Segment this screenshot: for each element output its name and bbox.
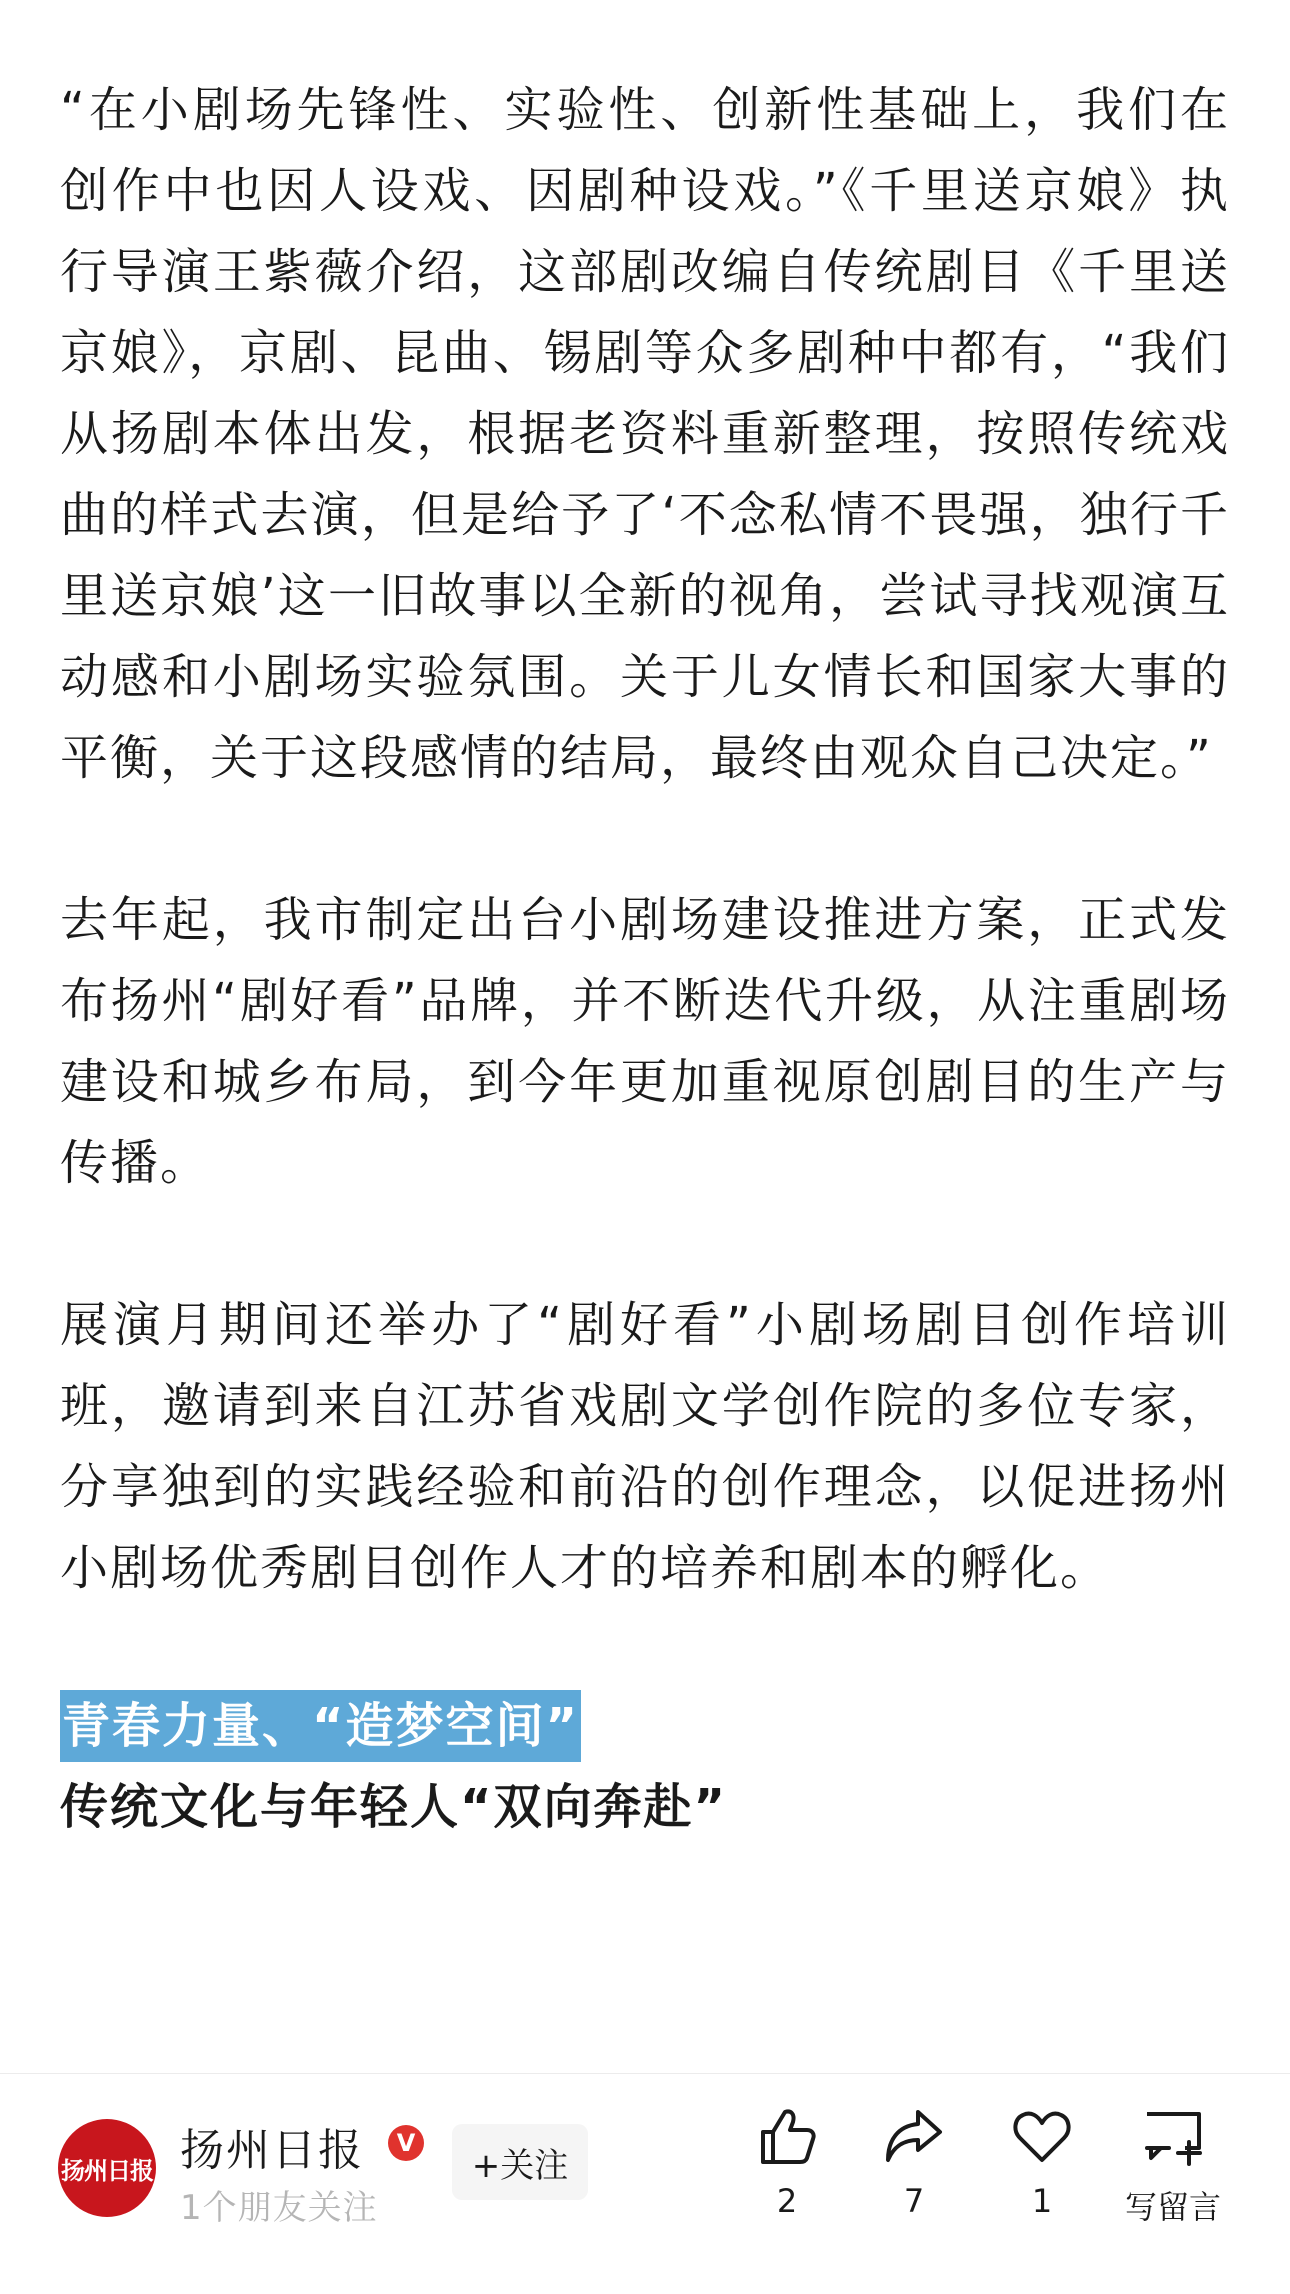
article-body [60,70,1230,1852]
share-count: 7 [903,2182,925,2220]
article-paragraph: “在小剧场先锋性、实验性、创新性基础上，我们在创作中也因人设戏、因剧种设戏。”《千里送京娘》执行导演王紫薇介绍，这部剧改编自传统剧目《千里送京娘》，京剧、昆曲、锡剧等众多剧种中都有，“我们从扬剧本体出发，根据老资料重新整理，按照传统戏曲的样式去演，但是给予了‘不念私情不畏强，独行千里送京娘’这一旧故事以全新的视角，尝试寻找观演互动感和小剧场实验氛围。关于儿女情长和国家大事的平衡，关于这段感情的结局，最终由观众自己决定。” [60,82,1230,786]
account-name[interactable]: 扬州日报 [180,2125,364,2176]
article-paragraph: 展演月期间还举办了“剧好看”小剧场剧目创作培训班，邀请到来自江苏省戏剧文学创作院的多位专家，分享独到的实践经验和前沿的创作理念，以促进扬州小剧场优秀剧目创作人才的培养和剧本的孵化。 [60,1297,1230,1596]
favorite-count: 1 [1031,2182,1053,2220]
thumbs-up-icon [755,2104,819,2168]
like-button[interactable] [727,2104,847,2220]
follow-button[interactable]: +关注 [452,2124,588,2200]
friends-following-text: 1个朋友关注 [180,2188,378,2228]
favorite-button[interactable] [982,2104,1102,2220]
article-paragraph: 去年起，我市制定出台小剧场建设推进方案，正式发布扬州“剧好看”品牌，并不断迭代升级，从注重剧场建设和城乡布局，到今年更加重视原创剧目的生产与传播。 [60,892,1230,1191]
section-heading [60,1690,1230,1852]
account-avatar[interactable]: 扬州日报 [58,2119,156,2217]
verified-badge-icon: V [388,2125,424,2161]
comment-plus-icon [1141,2104,1205,2168]
section-subtitle: 传统文化与年轻人“双向奔赴” [60,1779,728,1835]
comment-button[interactable] [1108,2104,1238,2228]
share-button[interactable] [854,2104,974,2220]
heart-icon [1010,2104,1074,2168]
comment-label: 写留言 [1124,2188,1221,2226]
share-arrow-icon [882,2104,946,2168]
section-title-highlight: 青春力量、“造梦空间” [60,1690,581,1762]
bottom-action-bar [0,2073,1290,2294]
like-count: 2 [776,2182,798,2220]
